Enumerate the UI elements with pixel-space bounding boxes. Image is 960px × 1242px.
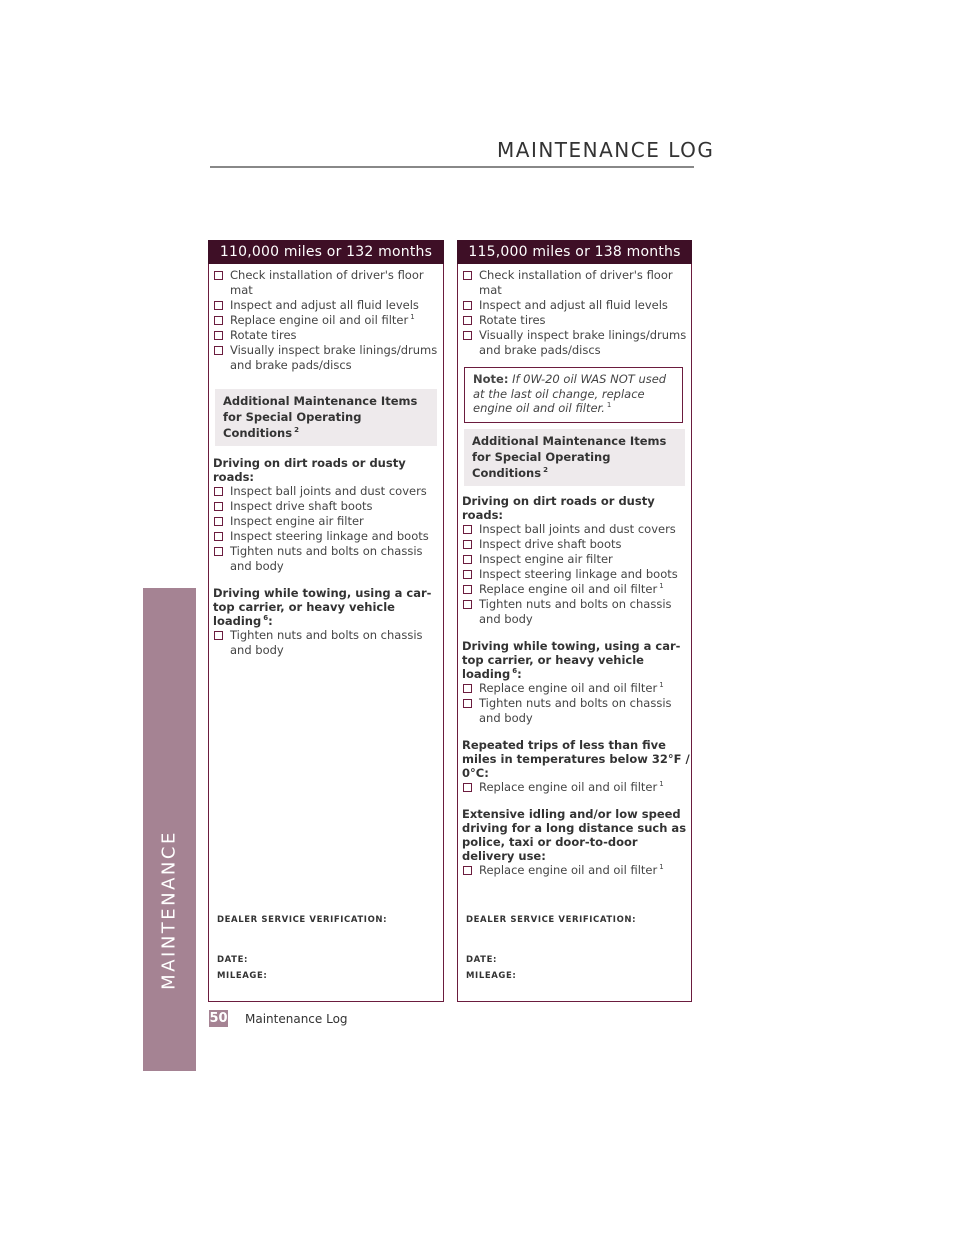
item-text: Visually inspect brake linings/drums and brake pads/discs — [479, 328, 687, 357]
note-label: Note: — [473, 372, 509, 386]
checklist-item — [462, 696, 691, 726]
checkbox[interactable] — [214, 301, 223, 310]
item-text: Inspect steering linkage and boots — [479, 566, 678, 581]
checklist-item — [462, 552, 691, 567]
right-column-body — [458, 264, 691, 878]
item-text: Replace engine oil and oil filter — [479, 862, 658, 877]
checkbox[interactable] — [463, 585, 472, 594]
right-log-column — [457, 240, 692, 1002]
checkbox[interactable] — [463, 540, 472, 549]
footnote-ref: 1 — [659, 581, 664, 590]
item-text: Rotate tires — [230, 328, 297, 342]
footnote-ref: 2 — [543, 465, 548, 474]
title-rule — [210, 166, 694, 168]
left-column-header: 110,000 miles or 132 months — [208, 240, 444, 264]
checkbox[interactable] — [463, 570, 472, 579]
item-text: Inspect ball joints and dust covers — [230, 484, 427, 498]
section-heading: Driving on dirt roads or dusty roads: — [213, 456, 406, 484]
section-heading-text: Driving while towing, using a car-top carrier, or heavy vehicle loading — [213, 586, 432, 628]
additional-items-text: Additional Maintenance Items for Special Operating Conditions — [223, 394, 418, 440]
checklist-item — [213, 529, 443, 544]
checklist-item — [462, 863, 691, 878]
footnote-ref: 1 — [659, 680, 664, 689]
item-text: Tighten nuts and bolts on chassis and body — [230, 628, 423, 657]
dealer-verification-label: DEALER SERVICE VERIFICATION: — [217, 915, 388, 925]
item-text: Check installation of driver's floor mat — [479, 268, 673, 297]
dealer-verification-label: DEALER SERVICE VERIFICATION: — [466, 915, 637, 925]
page-number: 50 — [209, 1011, 228, 1026]
checkbox[interactable] — [214, 502, 223, 511]
checklist-item — [213, 343, 443, 373]
checklist-item — [213, 298, 443, 313]
right-column-header: 115,000 miles or 138 months — [457, 240, 692, 264]
section-heading — [213, 586, 443, 628]
checkbox[interactable] — [214, 547, 223, 556]
item-text: Visually inspect brake linings/drums and brake pads/discs — [230, 343, 438, 372]
checklist-item — [213, 544, 443, 574]
item-text: Tighten nuts and bolts on chassis and body — [479, 695, 672, 725]
checkbox[interactable] — [463, 783, 472, 792]
footnote-ref: 2 — [294, 426, 299, 434]
date-label: DATE: — [466, 955, 497, 965]
item-text: Replace engine oil and oil filter — [230, 313, 409, 327]
item-text: Tighten nuts and bolts on chassis and body — [230, 544, 423, 573]
checklist-item — [213, 313, 443, 328]
checkbox[interactable] — [463, 699, 472, 708]
checklist-item — [462, 328, 691, 358]
mileage-label: MILEAGE: — [217, 971, 268, 981]
item-text: Inspect ball joints and dust covers — [479, 521, 676, 536]
item-text: Check installation of driver's floor mat — [230, 268, 424, 297]
checklist-item — [462, 597, 691, 627]
checkbox[interactable] — [463, 301, 472, 310]
checkbox[interactable] — [463, 331, 472, 340]
checklist-item — [213, 514, 443, 529]
additional-items-heading — [215, 389, 437, 446]
oil-note-box — [464, 367, 683, 423]
checklist-item — [213, 484, 443, 499]
section-heading: Repeated trips of less than five miles in temperatures below 32°F / 0°C: — [462, 737, 690, 780]
section-heading — [462, 639, 691, 681]
checkbox[interactable] — [214, 517, 223, 526]
additional-items-heading — [464, 429, 685, 486]
checkbox[interactable] — [463, 316, 472, 325]
page-footer-label: Maintenance Log — [245, 1012, 348, 1026]
note-text: If 0W-20 oil WAS NOT used at the last oil change, replace engine oil and oil filter. — [473, 372, 667, 415]
checklist-item — [462, 567, 691, 582]
side-tab-label: MAINTENANCE — [158, 830, 180, 990]
left-log-column — [208, 240, 444, 1002]
right-main-items — [462, 268, 691, 358]
checkbox[interactable] — [463, 555, 472, 564]
item-text: Inspect drive shaft boots — [230, 499, 373, 513]
checklist-item — [213, 268, 443, 298]
checkbox[interactable] — [463, 525, 472, 534]
page-title: MAINTENANCE LOG — [497, 138, 715, 162]
footnote-ref: 6 — [263, 614, 269, 622]
checkbox[interactable] — [214, 346, 223, 355]
checklist-item — [462, 537, 691, 552]
footnote-ref: 1 — [410, 313, 415, 321]
checkbox[interactable] — [214, 487, 223, 496]
checkbox[interactable] — [214, 331, 223, 340]
checkbox[interactable] — [214, 532, 223, 541]
item-text: Tighten nuts and bolts on chassis and body — [479, 596, 672, 626]
footnote-ref: 1 — [606, 401, 612, 409]
checklist-item — [213, 499, 443, 514]
checkbox[interactable] — [463, 600, 472, 609]
item-text: Inspect steering linkage and boots — [230, 529, 429, 543]
item-text: Replace engine oil and oil filter — [479, 581, 658, 596]
section-heading-suffix: : — [268, 614, 273, 628]
footnote-ref: 6 — [512, 666, 518, 675]
checkbox[interactable] — [463, 866, 472, 875]
additional-items-text: Additional Maintenance Items for Special Operating Conditions — [472, 433, 667, 480]
item-text: Rotate tires — [479, 313, 546, 327]
item-text: Inspect engine air filter — [479, 551, 613, 566]
checklist-item — [462, 582, 691, 597]
section-heading: Driving on dirt roads or dusty roads: — [462, 493, 655, 522]
checkbox[interactable] — [214, 631, 223, 640]
checkbox[interactable] — [214, 316, 223, 325]
section-heading-text: Driving while towing, using a car-top carrier, or heavy vehicle loading — [462, 638, 681, 681]
checkbox[interactable] — [214, 271, 223, 280]
checklist-item — [462, 780, 691, 795]
checklist-item — [462, 268, 691, 298]
item-text: Inspect drive shaft boots — [479, 536, 622, 551]
checklist-item — [213, 328, 443, 343]
checklist-item — [462, 522, 691, 537]
section-heading-suffix: : — [517, 666, 522, 681]
checklist-item — [462, 298, 691, 313]
mileage-label: MILEAGE: — [466, 971, 517, 981]
checklist-item — [462, 681, 691, 696]
left-column-body — [209, 264, 443, 658]
checkbox[interactable] — [463, 271, 472, 280]
left-main-items — [213, 268, 443, 373]
side-tab — [143, 588, 196, 1071]
checklist-item — [462, 313, 691, 328]
item-text: Replace engine oil and oil filter — [479, 680, 658, 695]
section-heading: Extensive idling and/or low speed driving for a long distance such as police, taxi or door-to-door delivery use: — [462, 806, 687, 863]
item-text: Inspect engine air filter — [230, 514, 364, 528]
checklist-item — [213, 628, 443, 658]
item-text: Replace engine oil and oil filter — [479, 779, 658, 794]
item-text: Inspect and adjust all fluid levels — [230, 298, 419, 312]
date-label: DATE: — [217, 955, 248, 965]
item-text: Inspect and adjust all fluid levels — [479, 298, 668, 312]
checkbox[interactable] — [463, 684, 472, 693]
footnote-ref: 1 — [659, 779, 664, 788]
footnote-ref: 1 — [659, 862, 664, 871]
